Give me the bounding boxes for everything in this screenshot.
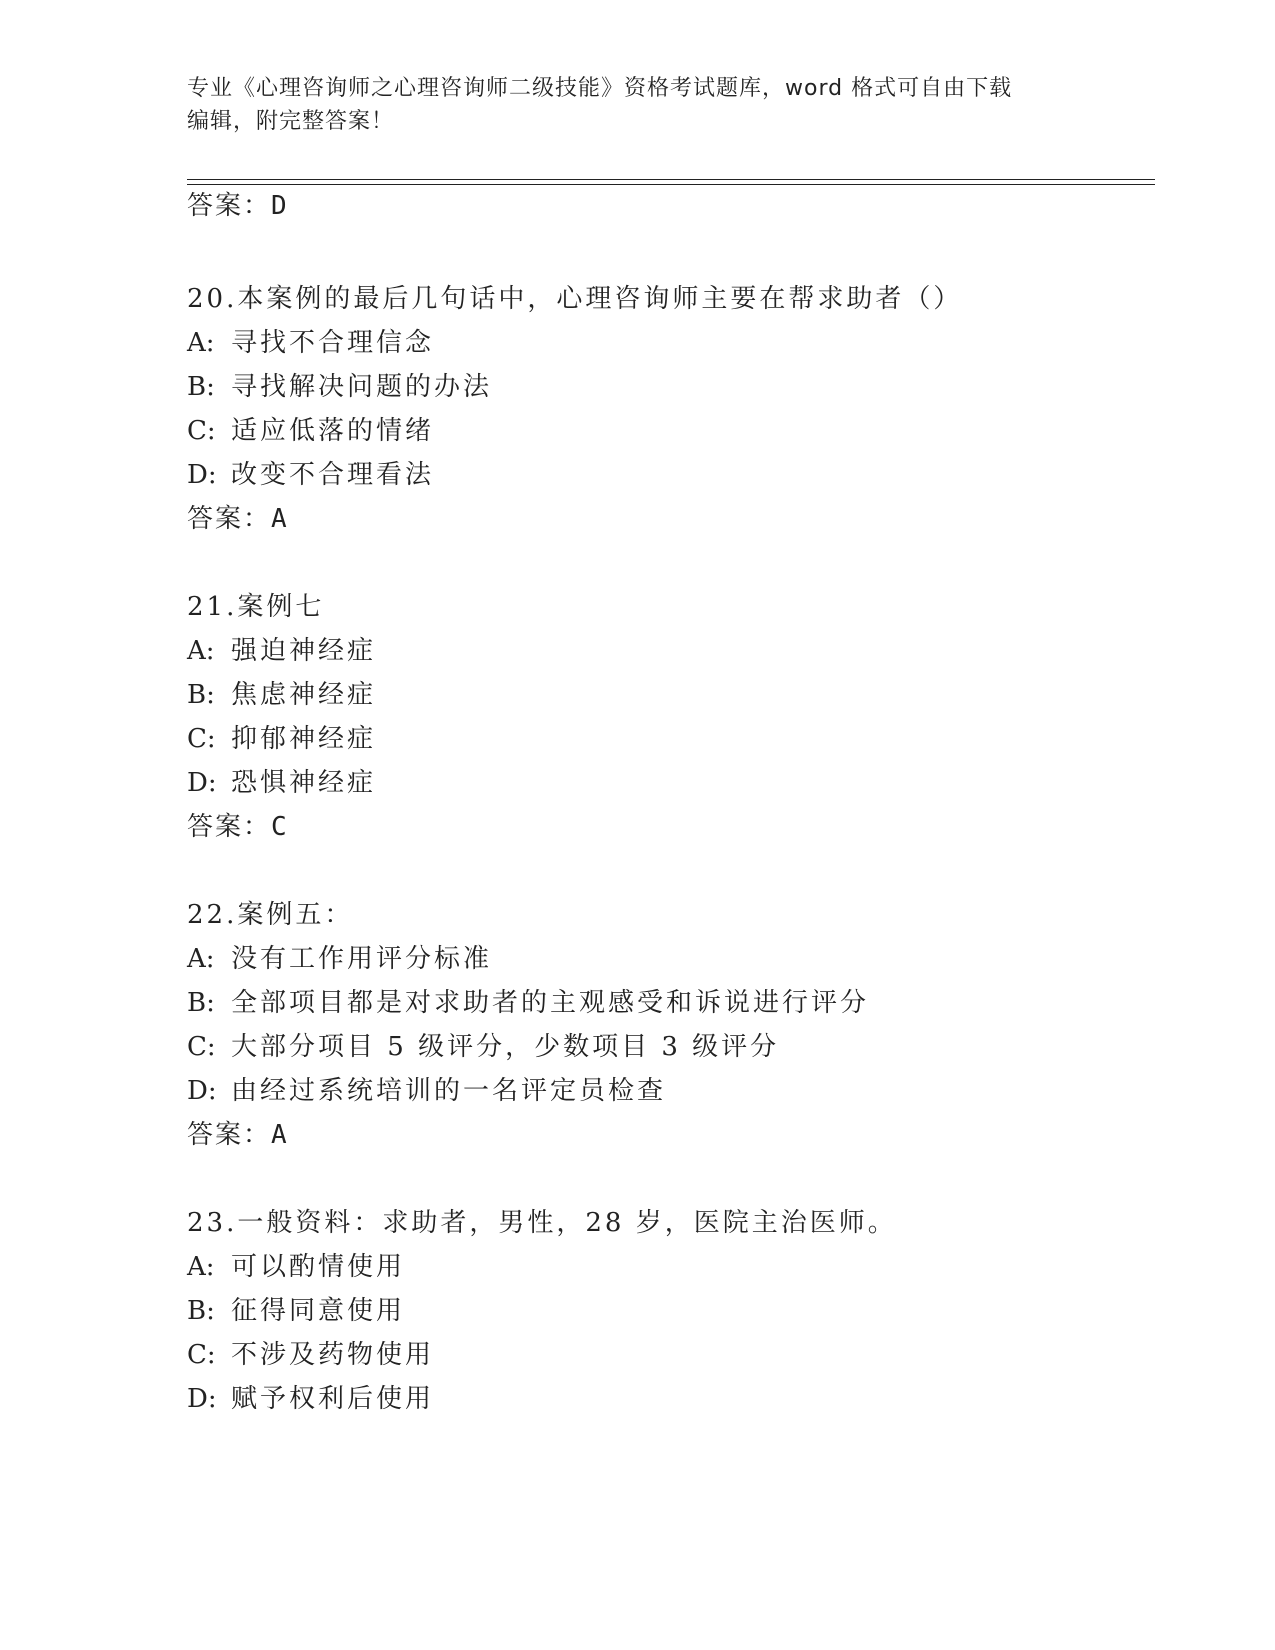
question-stem: 20.本案例的最后几句话中，心理咨询师主要在帮求助者（） xyxy=(187,284,963,314)
answer-line xyxy=(187,502,289,536)
option-text: 抑郁神经症 xyxy=(231,724,377,754)
option-item xyxy=(187,1074,666,1108)
question-stem: 21.案例七 xyxy=(187,592,325,622)
option-text: 全部项目都是对求助者的主观感受和诉说进行评分 xyxy=(231,988,870,1018)
option-item xyxy=(187,414,434,448)
option-text: 寻找不合理信念 xyxy=(231,328,435,358)
question-stem: 22.案例五： xyxy=(187,900,354,930)
option-item xyxy=(187,766,376,800)
option-text: 寻找解决问题的办法 xyxy=(231,372,493,402)
answer-label: 答案： xyxy=(187,191,272,221)
option-key: B: xyxy=(187,988,215,1018)
option-key: D: xyxy=(187,1076,217,1106)
option-item xyxy=(187,1030,779,1064)
option-item xyxy=(187,678,376,712)
answer-value: A xyxy=(271,1120,289,1150)
option-key: D: xyxy=(187,768,217,798)
option-key: D: xyxy=(187,1384,217,1414)
option-text: 改变不合理看法 xyxy=(231,460,435,490)
header-line-1: 专业《心理咨询师之心理咨询师二级技能》资格考试题库，word 格式可自由下载 xyxy=(187,76,1013,101)
option-key: C: xyxy=(187,1340,216,1370)
option-key: A: xyxy=(187,1252,215,1282)
option-key: C: xyxy=(187,724,216,754)
option-item xyxy=(187,942,492,976)
option-text: 恐惧神经症 xyxy=(231,768,377,798)
answer-label: 答案： xyxy=(187,504,272,534)
header-line-2: 编辑，附完整答案！ xyxy=(187,109,395,134)
option-key: B: xyxy=(187,680,215,710)
option-key: D: xyxy=(187,460,217,490)
answer-line xyxy=(187,1118,289,1152)
option-key: A: xyxy=(187,636,215,666)
option-item xyxy=(187,1338,434,1372)
header-divider-bottom xyxy=(187,184,1155,185)
option-item xyxy=(187,634,376,668)
answer-line xyxy=(187,189,289,223)
question-stem: 23.一般资料：求助者，男性，28 岁，医院主治医师。 xyxy=(187,1208,897,1238)
option-text: 没有工作用评分标准 xyxy=(231,944,493,974)
option-text: 强迫神经症 xyxy=(231,636,377,666)
option-text: 焦虑神经症 xyxy=(231,680,377,710)
option-item xyxy=(187,1294,405,1328)
option-text: 赋予权利后使用 xyxy=(231,1384,435,1414)
option-key: C: xyxy=(187,1032,216,1062)
option-item xyxy=(187,326,434,360)
header-divider-top xyxy=(187,179,1155,180)
option-text: 征得同意使用 xyxy=(231,1296,406,1326)
option-item xyxy=(187,1382,434,1416)
option-item xyxy=(187,986,869,1020)
option-key: B: xyxy=(187,372,215,402)
option-key: B: xyxy=(187,1296,215,1326)
answer-label: 答案： xyxy=(187,812,272,842)
option-item xyxy=(187,1250,405,1284)
answer-label: 答案： xyxy=(187,1120,272,1150)
document-header xyxy=(187,72,1087,138)
option-item xyxy=(187,370,492,404)
answer-value: D xyxy=(271,191,289,221)
answer-line xyxy=(187,810,289,844)
option-key: A: xyxy=(187,944,215,974)
option-text: 由经过系统培训的一名评定员检查 xyxy=(231,1076,667,1106)
option-item xyxy=(187,458,434,492)
option-key: A: xyxy=(187,328,215,358)
answer-value: C xyxy=(271,812,289,842)
option-text: 大部分项目 5 级评分，少数项目 3 级评分 xyxy=(231,1032,780,1062)
option-text: 适应低落的情绪 xyxy=(231,416,435,446)
option-item xyxy=(187,722,376,756)
option-text: 不涉及药物使用 xyxy=(231,1340,435,1370)
option-text: 可以酌情使用 xyxy=(231,1252,406,1282)
option-key: C: xyxy=(187,416,216,446)
answer-value: A xyxy=(271,504,289,534)
